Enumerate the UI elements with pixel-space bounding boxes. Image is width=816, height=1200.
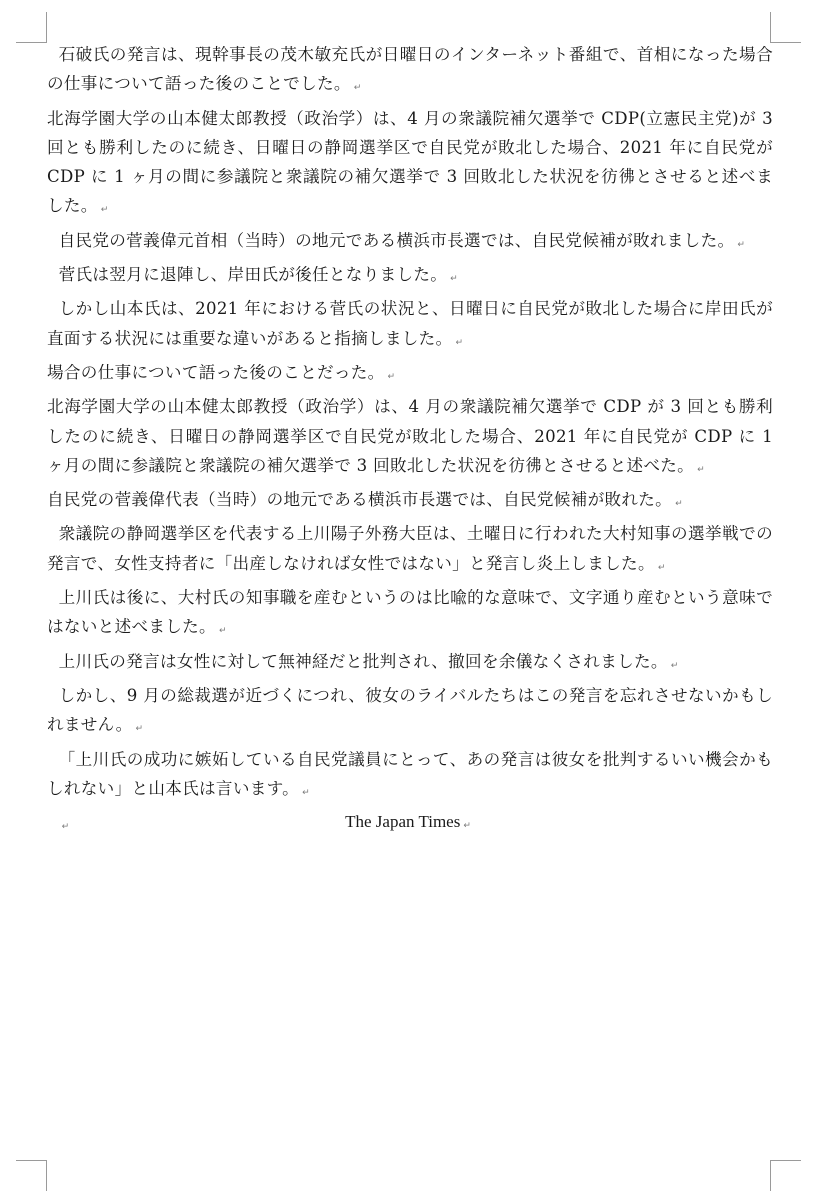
crop-mark-top-right xyxy=(770,12,801,43)
paragraph-mark-icon: ↵ xyxy=(675,499,683,510)
paragraph-mark-icon: ↵ xyxy=(670,660,679,671)
paragraph xyxy=(47,519,773,583)
paragraph-text: 菅氏は翌月に退陣し、岸田氏が後任となりました。 xyxy=(58,265,448,285)
paragraph-text: 石破氏の発言は、現幹事長の茂木敏充氏が日曜日のインターネット番組で、首相になった場合の仕事について語った後のことでした。 xyxy=(47,45,773,94)
crop-mark-top-left xyxy=(16,12,47,43)
crop-mark-bottom-right xyxy=(770,1160,801,1191)
paragraph-text: 自民党の菅義偉代表（当時）の地元である横浜市長選では、自民党候補が敗れた。 xyxy=(47,490,673,510)
paragraph-text: しかし山本氏は、2021 年における菅氏の状況と、日曜日に自民党が敗北した場合に岸田氏が直面する状況には重要な違いがあると指摘しました。 xyxy=(47,299,773,348)
paragraph-mark-icon: ↵ xyxy=(100,205,109,216)
paragraph-text: 上川氏の発言は女性に対して無神経だと批判され、撤回を余儀なくされました。 xyxy=(58,651,668,671)
paragraph-mark-icon: ↵ xyxy=(463,821,471,831)
paragraph-text: 衆議院の静岡選挙区を代表する上川陽子外務大臣は、土曜日に行われた大村知事の選挙戦での発言で、女性支持者に「出産しなければ女性ではない」と発言し炎上しました。 xyxy=(47,524,773,573)
paragraph xyxy=(47,647,773,681)
paragraph xyxy=(47,392,773,485)
paragraph xyxy=(47,104,773,226)
paragraph xyxy=(47,358,773,392)
paragraph xyxy=(47,681,773,745)
paragraph-mark-icon: ↵ xyxy=(455,337,464,348)
paragraph xyxy=(47,485,773,519)
paragraph xyxy=(47,294,773,358)
paragraph xyxy=(47,260,773,294)
paragraph-text: 北海学園大学の山本健太郎教授（政治学）は、4 月の衆議院補欠選挙で CDP が 3 回とも勝利したのに続き、日曜日の静岡選挙区で自民党が敗北した場合、2021 年に自民党が CDP に 1 ヶ月の間に参議院と衆議院の補欠選挙で 3 回敗北した状況を彷彿とさせると述べた。 xyxy=(47,397,773,475)
paragraph xyxy=(47,226,773,260)
paragraph xyxy=(47,583,773,647)
document-body[interactable] xyxy=(47,40,773,837)
source-line[interactable] xyxy=(0,812,816,832)
paragraph-text: 上川氏は後に、大村氏の知事職を産むというのは比喩的な意味で、文字通り産むという意味ではないと述べました。 xyxy=(47,588,773,637)
paragraph-mark-icon: ↵ xyxy=(657,562,666,573)
source-text: The Japan Times xyxy=(345,812,461,831)
paragraph-text: しかし、9 月の総裁選が近づくにつれ、彼女のライバルたちはこの発言を忘れさせないかもしれません。 xyxy=(47,685,773,735)
paragraph xyxy=(47,745,773,809)
paragraph-mark-icon: ↵ xyxy=(302,787,310,798)
paragraph-mark-icon: ↵ xyxy=(353,83,362,94)
paragraph-text: 北海学園大学の山本健太郎教授（政治学）は、4 月の衆議院補欠選挙で CDP(立憲民主党)が 3 回とも勝利したのに続き、日曜日の静岡選挙区で自民党が敗北した場合、2021 年に自民党が CDP に 1 ヶ月の間に参議院と衆議院の補欠選挙で 3 回敗北した状況を彷彿とさせると述べました。 xyxy=(47,108,773,216)
paragraph-mark-icon: ↵ xyxy=(737,239,746,250)
paragraph-mark-icon: ↵ xyxy=(387,371,396,382)
paragraph-mark-icon: ↵ xyxy=(61,822,70,833)
paragraph-text: 「上川氏の成功に嫉妬している自民党議員にとって、あの発言は彼女を批判するいい機会かもしれない」と山本氏は言います。 xyxy=(47,749,773,798)
paragraph-mark-icon: ↵ xyxy=(697,464,705,475)
paragraph-text: 自民党の菅義偉元首相（当時）の地元である横浜市長選では、自民党候補が敗れました。 xyxy=(58,230,735,250)
paragraph-mark-icon: ↵ xyxy=(218,626,227,637)
paragraph xyxy=(47,40,773,104)
paragraph-text: 場合の仕事について語った後のことだった。 xyxy=(47,362,385,382)
paragraph-mark-icon: ↵ xyxy=(450,274,459,285)
paragraph-mark-icon: ↵ xyxy=(135,724,144,735)
crop-mark-bottom-left xyxy=(16,1160,47,1191)
